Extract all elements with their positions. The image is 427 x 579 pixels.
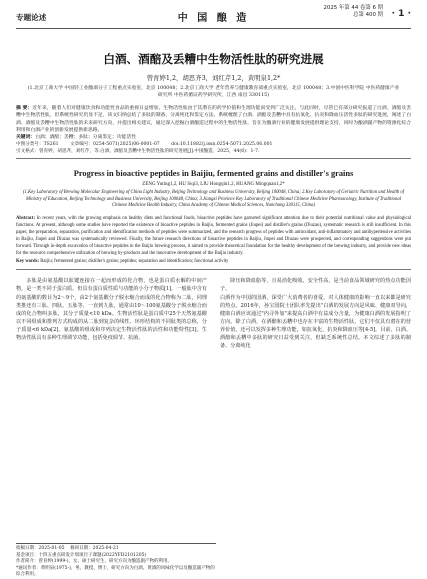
cn-keywords <box>16 134 411 141</box>
cn-abstract <box>16 105 411 134</box>
citation-format: 引文格式：曾育婷，胡思齐，刘红芹，等.白酒、酒醅及丢糟中生物活性肽的研究进展[J].中国酿造，2025，44(6)：1-7. <box>16 149 260 155</box>
body-paragraph: 多肽是由氨基酸以肽键连接在一起而形成的化合物，也是蛋白质水解的中间产物，是一类不同于蛋白质，但具有蛋白质性质与功能的小分子物质[1]。一般肽中含有的氨基酸的数目为2～9个，由2个氨基酸分子脱水缩合而成的化合物称为二肽，同理类推还有三肽、四肽、五肽等，一直到九肽，通常由10～100氨基酸分子脱水缩合而成的化合物叫多肽，其分子质量<10 kDa。生物活性肽是蛋白质中25个天然氨基酸以不同组成和排列方式构成的从二肽到复杂的线性、环形结构的不同肽类的总称，分子质量<6 kDa[2]。氨基酸的组成和序列决定生物活性肽的活性和功能特性[3]。生物活性肽具有多种生理调节功能，包括免疫调节、抗菌、 <box>16 278 207 341</box>
footnote-fund: 基金项目：十四五重点研发计划项目子课题(2022YFD2101205) <box>16 552 147 558</box>
en-abstract <box>16 216 411 257</box>
doi[interactable]: doi:10.11882/j.issn.0254-5071.2025.06.001 <box>171 142 273 148</box>
en-abstract-text: In recent years, with the growing emphasis on healthy diets and functional foods, bioactive peptides have garnered significant attention due to their potential nutritional value and physiological functions. At present, although some studies have reported the existence of bioactive peptides in Baijiu, fermented grains (Jiupei) and distiller's grains (Diuzao), systematic research is still insufficient. In this paper, the preparation, separation, purification and identification methods of peptides were summarized, and the research progress of peptides with antioxidant, anti-inflammatory and antihypertensive activities in Baijiu, Jiupei and Diuzao was systematically reviewed. Finally, the future research directions of bioactive peptides in Baijiu, Jiupei and Diuzao were prospected, and corresponding suggestions were put forward. Through in-depth excavation of bioactive peptides in the Baijiu brewing process, it aimed to provide theoretical foundation for the healthy development of the brewing industry, and provide new ideas for the resource comprehensive utilization of brewing by-products and the innovative development of the Baijiu industry. <box>16 215 411 256</box>
footnote-author: 作者简介：曾育婷(1999-)，女，硕士研究生，研究方向为酿造副产物的利用。 <box>16 559 172 565</box>
body-column-left <box>16 277 207 350</box>
cn-abstract-label: 摘 要： <box>16 105 33 111</box>
cn-abstract-text: 近年来，随着人们对健康饮食和功能性食品的重视日益增加，生物活性肽由于其潜在的药学价值和生理功能而受到广泛关注。与此同时，尽管已有部分研究报道了白酒、酒醅及丢糟中生物活性肽，但系统性研究仍显不足，该文归纳总结了多肽的制备、分离纯化和鉴定方法，系统梳理了白酒、酒醅及丢糟中具有抗氧化、抗炎和降血压活性多肽的研究进展，阐述了白酒、酒醅及丢糟中生物活性肽的未来研究方向，并提出相关建议，通过深入挖掘白酒酿造过程中的生物活性肽，旨在为酿酒行业的健康发展提供理论支持，同时为酿酒副产物的资源化综合利用和白酒产业的创新发展提供新思路。 <box>16 106 411 133</box>
divider <box>16 269 411 270</box>
body-column-right <box>220 277 411 350</box>
body-paragraph: 降压和降血脂等，且易消化吸收、安全性高，是当前食品领域研究的热点功能因子。 白酒作为中国的国酒，深受广大消费者的喜爱，对人体健康的影响一直以来都是研究的热点。2016年，孙宝国院士团队率先提出"白酒的发展方向是风味、健康双导向，健康白酒应该通过"内寻外加"来提高白酒中有益成分含量，为健康白酒的发展指明了方向。除了白酒，在酒醅和丢糟中也存在丰富的生物活性肽，它们不仅具有潜在的营养价值，还可以发挥多种生理功能，如抗氧化、抗炎和降血压等[4-5]。目前，白酒、酒醅和丢糟中多肽的研究日益受到关注，但缺乏系统性总结。本文综述了多肽的制备、分离纯化 <box>220 278 411 350</box>
en-affiliation: (1.Key Laboratory of Brewing Molecular Engineering of China Light Industry, Beijing Technology and Business University, Beijing 100048, China; 2.Key Laboratory of Geriatric Nutrition and Health of Ministry of Education, Beijing Technology and Business University, Beijing 100048, China; 3.Jiangxi Province Key Laboratory of Traditional Chinese Medicine Pharmacology, Institute of Traditional Chinese Medicine Health Industry, China Academy of Chinese Medical Sciences, Nanchang 330115, China) <box>22 190 405 209</box>
en-keywords-text: Baijiu; fermented grains; distiller's grains; peptides; separation and identification; functional activity <box>40 259 229 265</box>
en-keywords-label: Key words: <box>16 259 40 265</box>
clc-number: 中图分类号：TS261 <box>16 142 59 148</box>
article-meta <box>16 141 411 148</box>
footnote-corresponding: *通讯作者：黄明泉(1975-)，男，教授，博士，研究方向为白酒、黄酒的风味化学以及酿造副产物的综合利用。 <box>16 565 215 578</box>
volume-info: 2025 年第 44 卷第 6 期 总第 400 期 <box>323 5 383 18</box>
journal-name: 中 国 酿 造 <box>177 13 250 24</box>
body-text <box>16 277 411 350</box>
en-abstract-label: Abstract: <box>16 215 36 221</box>
en-authors: ZENG Yuting1,2, HU Siqi3, LIU Hongqin1,2, HUANG Mingquan1,2* <box>142 182 285 188</box>
cn-keywords-text: 白酒；酒醅；丢糟；多肽；分离鉴定；功能活性 <box>35 135 136 141</box>
en-title: Progress in bioactive peptides in Baijiu, fermented grains and distiller's grains <box>73 169 354 179</box>
footnotes <box>16 543 216 579</box>
column-label: 专题论述 <box>16 13 47 22</box>
cn-authors: 曾育婷1,2，胡思齐3，刘红芹1,2，黄明泉1,2* <box>146 74 281 82</box>
page-number: · 1 · <box>391 9 411 19</box>
divider <box>16 158 411 159</box>
cn-title: 白酒、酒醅及丢糟中生物活性肽的研究进展 <box>103 52 324 66</box>
cn-affiliation: (1.北京工商大学 中国轻工业酿酒分子工程重点实验室，北京 100048；2.北京工商大学 老年营养与健康教育部重点实验室，北京 100048；3.中国中医科学院 中医药健康产业研究所 中医药循证药学研究所，江西 南昌 330115) <box>27 86 400 98</box>
running-header <box>16 0 411 29</box>
document-code: 文章编号：0254-5071(2025)06-0001-07 <box>70 142 160 148</box>
footnote-dates: 收稿日期：2025-01-05 修回日期：2025-04-21 <box>16 546 119 551</box>
en-keywords <box>16 259 411 266</box>
cn-keywords-label: 关键词： <box>16 134 36 141</box>
